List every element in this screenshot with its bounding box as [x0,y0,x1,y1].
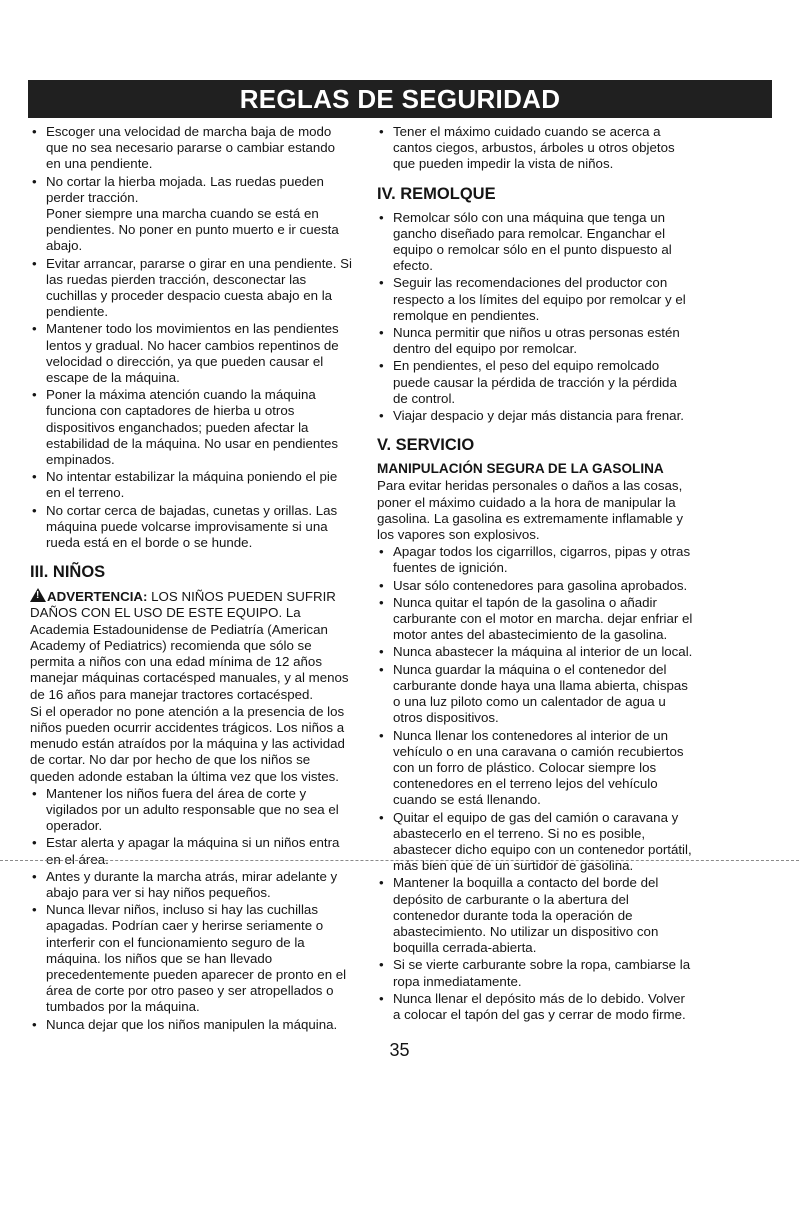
list-item-text: • Si se vierte carburante sobre la ropa, cambiarse la ropa inmediatamente. [393,957,691,989]
list-item [30,835,352,867]
list-item-text: • Nunca permitir que niños u otras personas estén dentro del equipo por remolcar. [393,325,680,357]
list-item-text: • Apagar todos los cigarrillos, cigarros, pipas y otras fuentes de ignición. [393,544,691,576]
subsection-heading-gasolina: MANIPULACIÓN SEGURA DE LA GASOLINA [377,461,664,477]
warning-text: LOS NIÑOS PUEDEN SUFRIR DAÑOS CON EL USO DE ESTE EQUIPO. La Academia Estadounidense de Pediatría (American Academy of Pediatrics) recomienda que sólo se permita a niños con una edad mínima de 12 años manejar máquinas cortacésped manuales, y al menos de 16 años para manejar tractores cortacésped. [30,589,349,702]
list-item [377,644,695,660]
list-item-text: • No cortar cerca de bajadas, cunetas y orillas. Las máquina puede volcarse improvisamente si una rueda está en el borde o se hunde. [46,502,338,551]
list-item [377,728,695,809]
list-item-text: • En pendientes, el peso del equipo remolcado puede causar la pérdida de tracción y la pérdida de control. [393,358,677,406]
list-item [30,786,352,835]
list-item-text: • Viajar despacio y dejar más distancia para frenar. [393,408,684,424]
list-item [30,321,352,386]
children-list [30,786,352,1033]
list-item-text: • Nunca guardar la máquina o el contenedor del carburante donde haya una llama abierta, chispas o una luz piloto como un calentador de agua u otros dispositivos. [393,661,688,726]
list-item [30,1017,352,1033]
list-item-text: • Nunca llevar niños, incluso si hay las cuchillas apagadas. Podrían caer y herirse seriamente o interferir con el funcionamiento seguro de la máquina. los niños que se han llevado precedentemente pueden aparecer de pronto en el área de corte por otro paseo y ser atropellados o tumbados por la máquina. [46,902,347,1015]
list-item [30,387,352,468]
list-item [377,210,695,275]
list-item-text: • Quitar el equipo de gas del camión o caravana y abastecerlo en el terreno. Si no es posible, abastecer dicho equipo con un contenedor portátil, más bien que de un surtidor de gasolina. [393,809,692,874]
list-item [30,256,352,321]
list-item-text: • Nunca abastecer la máquina al interior de un local. [393,644,693,660]
list-item [30,869,352,901]
list-item [377,275,695,324]
list-item [377,875,695,956]
list-item-text: • Nunca llenar los contenedores al interior de un vehículo o en una caravana o camión recubiertos con un forro de plástico. Colocar siempre los contenedores en el terreno lejos del vehículo cuando se está llenando. [393,727,684,808]
section-heading-remolque: IV. REMOLQUE [377,184,496,203]
page-title: REGLAS DE SEGURIDAD [239,83,561,114]
towing-list [377,210,695,425]
slope-safety-list [30,124,352,551]
gasoline-paragraph: Para evitar heridas personales o daños a las cosas, poner el máximo cuidado a la hora de manipular la gasolina. La gasolina es extremamente inflamable y los vapores son explosivos. [377,478,684,543]
list-item-text: • Estar alerta y apagar la máquina si un niños entra en el área. [46,835,340,867]
list-item-text: • No intentar estabilizar la máquina poniendo el pie en el terreno. [46,469,338,501]
title-banner [28,80,772,118]
list-item [377,991,695,1023]
list-item-text: • Remolcar sólo con una máquina que tenga un gancho diseñado para remolcar. Enganchar el equipo o remolcar sólo en el punto dispuesto al efecto. [393,209,672,274]
list-item [30,174,352,255]
gasoline-list [377,544,695,1023]
list-item-text: • Nunca quitar el tapón de la gasolina o añadir carburante con el motor en marcha. dejar enfriar el motor antes del abastecimiento de la gasolina. [393,594,693,643]
list-item-extra-text: Poner siempre una marcha cuando se está en pendientes. No poner en punto muerto e ir cuesta abajo. [46,206,339,254]
section-heading-ninos: III. NIÑOS [30,563,106,582]
list-item [377,595,695,644]
page-number: 35 [389,1040,410,1060]
list-item-text: • Poner la máxima atención cuando la máquina funciona con captadores de hierba u otros dispositivos enganchados; pueden afectar la estabilidad de la máquina. No usar en pendientes empinados. [46,387,338,468]
list-item-text: • No cortar la hierba mojada. Las ruedas pueden perder tracción. [46,173,324,205]
warning-triangle-icon [30,588,46,602]
section-heading-servicio: V. SERVICIO [377,436,475,455]
list-item [30,469,352,501]
list-item-text: • Mantener la boquilla a contacto del borde del depósito de carburante o la abertura del contenedor durante toda la operación de abastecimiento. No utilizar un dispositivo con boquilla cerrada-abierta. [393,875,659,956]
list-item-text: • Nunca llenar el depósito más de lo debido. Volver a colocar el tapón del gas y cerrar de modo firme. [393,990,686,1022]
warning-paragraph [30,588,352,702]
list-item-text: • Mantener los niños fuera del área de corte y vigilados por un adulto responsable que no sea el operador. [46,785,339,834]
list-item-text: • Seguir las recomendaciones del productor con respecto a los límites del equipo por remolcar y el remolque en pendientes. [393,275,686,323]
list-item [30,503,352,552]
list-item [377,544,695,576]
list-item-text: • Nunca dejar que los niños manipulen la máquina. [46,1016,338,1032]
list-item [30,124,352,173]
left-column [30,124,352,1034]
list-item [377,358,695,407]
list-item-text: • Antes y durante la marcha atrás, mirar adelante y abajo para ver si hay niños pequeños. [46,868,338,900]
list-item [30,902,352,1015]
list-item [377,662,695,727]
list-item [377,810,695,875]
list-item [377,957,695,989]
fold-line [0,860,799,861]
list-item-text: • Tener el máximo cuidado cuando se acerca a cantos ciegos, arbustos, árboles u otros objetos que pueden impedir la vista de niños. [393,124,675,172]
list-item-text: • Escoger una velocidad de marcha baja de modo que no sea necesario pararse o cambiar estando en una pendiente. [46,124,336,172]
list-item [377,325,695,357]
warning-label: ADVERTENCIA: [47,589,148,605]
right-column [377,124,695,1024]
list-item-text: • Usar sólo contenedores para gasolina aprobados. [393,577,688,593]
visibility-list [377,124,695,173]
list-item [377,578,695,594]
children-paragraph: Si el operador no pone atención a la presencia de los niños pueden ocurrir accidentes trágicos. Los niños a menudo están atraídos por la máquina y las actividad de cortar. No dar por hecho de que los niños se queden adonde estaban la última vez que los vistes. [30,703,345,784]
list-item [377,124,695,173]
list-item-text: • Evitar arrancar, pararse o girar en una pendiente. Si las ruedas pierden tracción, desconectar las cuchillas y proceder despacio cuesta abajo en la pendiente. [46,255,353,320]
list-item [377,408,695,424]
list-item-text: • Mantener todo los movimientos en las pendientes lentos y gradual. No hacer cambios repentinos de velocidad o dirección, ya que pueden causar el escape de la máquina. [46,321,339,386]
